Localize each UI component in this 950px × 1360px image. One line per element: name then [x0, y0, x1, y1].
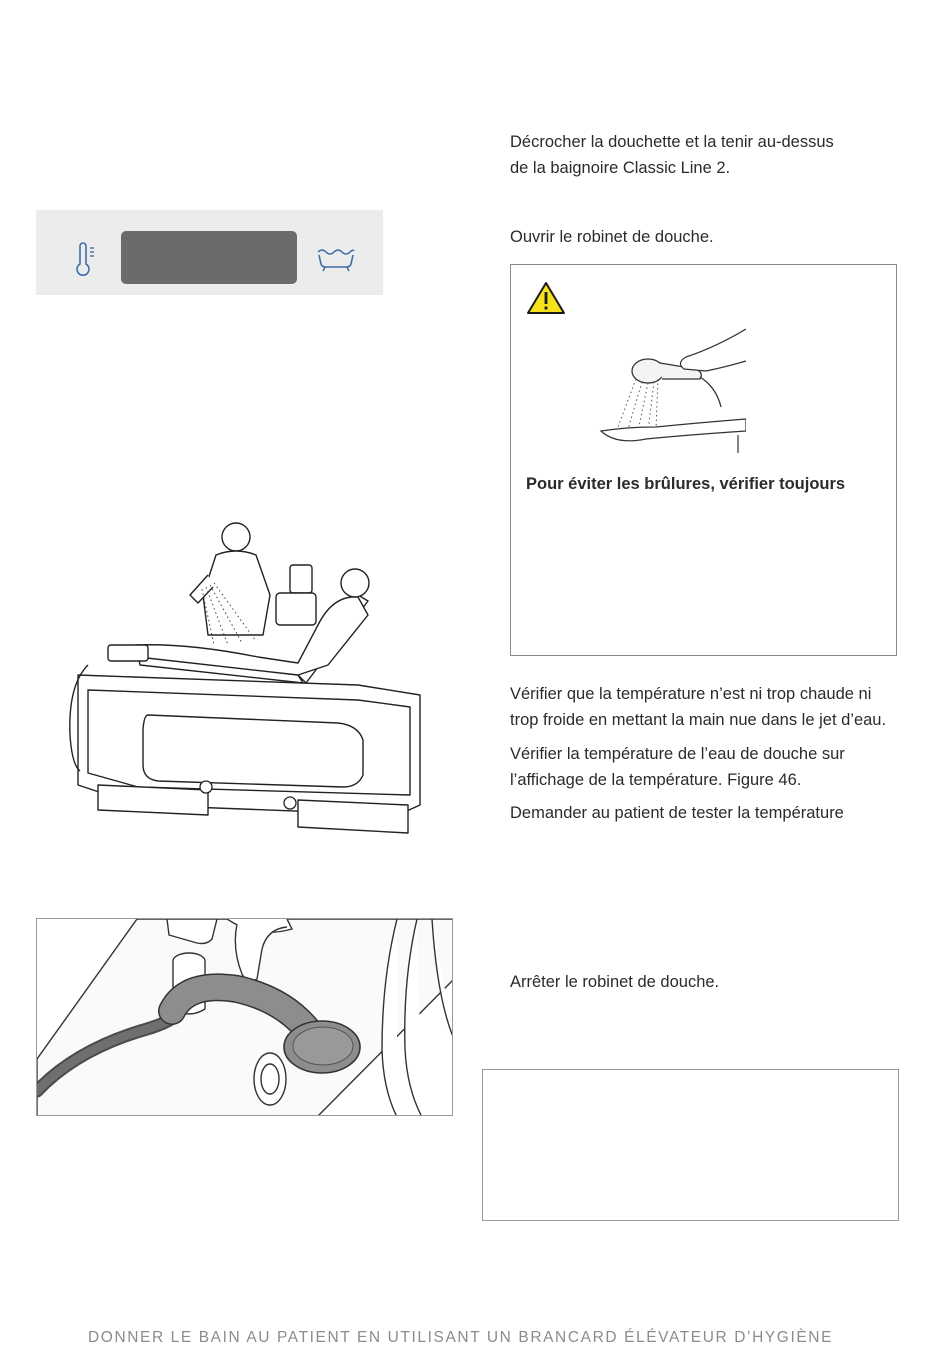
step-check-display-line-1: Vérifier la température de l’eau de douche sur: [510, 745, 845, 763]
step-unhook-shower: [510, 129, 834, 181]
step-check-display: [510, 741, 845, 793]
patient-bathing-illustration: [58, 515, 428, 855]
warning-box: [510, 264, 897, 656]
step-check-display-line-2: l’affichage de la température. Figure 46.: [510, 771, 802, 789]
hand-testing-water-illustration: [596, 327, 746, 457]
temperature-screen: [121, 231, 297, 284]
thermometer-icon: [72, 242, 98, 276]
step-open-tap: Ouvrir le robinet de douche.: [510, 228, 714, 246]
step-unhook-line-1: Décrocher la douchette et la tenir au-dessus: [510, 133, 834, 151]
shower-hook-illustration: [36, 918, 453, 1116]
temperature-display-panel: [36, 210, 383, 295]
warning-text: Pour éviter les brûlures, vérifier toujours: [526, 475, 846, 493]
step-ask-patient: Demander au patient de tester la température: [510, 804, 844, 822]
page-footer: DONNER LE BAIN AU PATIENT EN UTILISANT UN BRANCARD ÉLÉVATEUR D’HYGIÈNE: [88, 1329, 834, 1346]
step-check-hand-line-2: trop froide en mettant la main nue dans le jet d’eau.: [510, 711, 887, 729]
warning-triangle-icon: [526, 281, 566, 315]
step-check-hand: [510, 681, 886, 733]
note-box: [482, 1069, 899, 1221]
step-unhook-line-2: de la baignoire Classic Line 2.: [510, 159, 731, 177]
shower-hook-drawing: [37, 919, 453, 1116]
step-close-tap: Arrêter le robinet de douche.: [510, 973, 720, 991]
bathtub-icon: [316, 246, 356, 272]
step-check-hand-line-1: Vérifier que la température n’est ni trop chaude ni: [510, 685, 872, 703]
